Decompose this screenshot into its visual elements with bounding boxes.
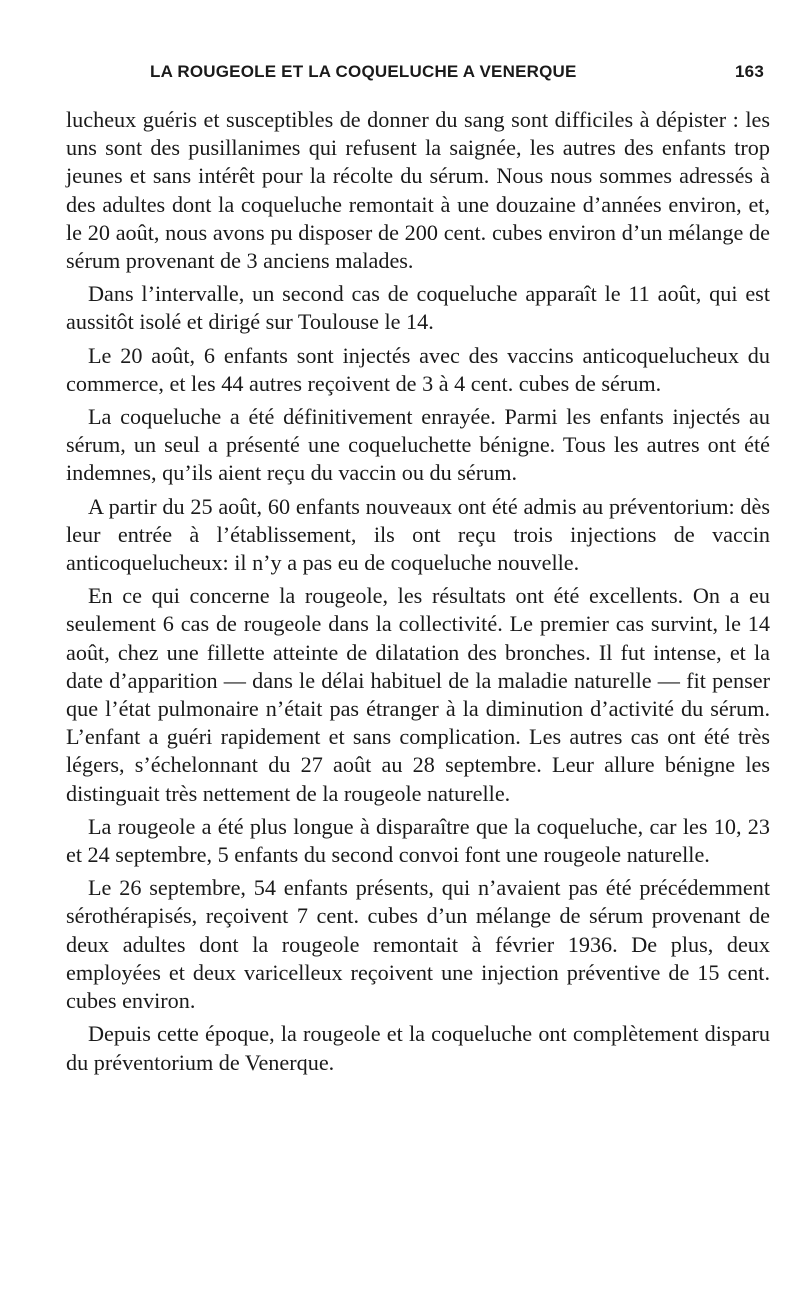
paragraph: A partir du 25 août, 60 enfants nouveaux ont été admis au préventorium: dès leur entrée à l’établissement, ils ont reçu trois injections de vaccin anticoquelucheux: il n’y a pas eu de coqueluche nouvelle.	[66, 493, 770, 576]
running-title: LA ROUGEOLE ET LA COQUELUCHE A VENERQUE	[150, 62, 577, 81]
paragraph: En ce qui concerne la rougeole, les résultats ont été excellents. On a eu seulement 6 cas de rougeole dans la collectivité. Le premier cas survint, le 14 août, chez une fillette atteinte de dilatation des bronches. Il fut intense, et la date d’apparition — dans le délai habituel de la maladie naturelle — fit penser que l’état pulmonaire n’était pas étranger à la diminution d’activité du sérum. L’enfant a guéri rapidement et sans complication. Les autres cas ont été très légers, s’échelonnant du 27 août au 28 septembre. Leur allure bénigne les distinguait très nettement de la rougeole naturelle.	[66, 583, 770, 806]
page-number: 163	[735, 62, 764, 81]
running-header	[66, 62, 770, 96]
body-text	[66, 106, 770, 1077]
paragraph: Dans l’intervalle, un second cas de coqueluche apparaît le 11 août, qui est aussitôt isolé et dirigé sur Toulouse le 14.	[66, 281, 770, 335]
paragraph: Le 26 septembre, 54 enfants présents, qui n’avaient pas été précédemment sérothérapisés, reçoivent 7 cent. cubes d’un mélange de sérum provenant de deux adultes dont la rougeole remontait à février 1936. De plus, deux employées et deux varicelleux reçoivent une injection préventive de 15 cent. cubes environ.	[66, 875, 770, 1014]
paragraph: La rougeole a été plus longue à disparaître que la coqueluche, car les 10, 23 et 24 septembre, 5 enfants du second convoi font une rougeole naturelle.	[66, 813, 770, 868]
book-page	[66, 62, 770, 1082]
paragraph: Depuis cette époque, la rougeole et la coqueluche ont complètement disparu du préventorium de Venerque.	[66, 1021, 770, 1075]
paragraph: La coqueluche a été définitivement enrayée. Parmi les enfants injectés au sérum, un seul a présenté une coqueluchette bénigne. Tous les autres ont été indemnes, qu’ils aient reçu du vaccin ou du sérum.	[66, 404, 770, 486]
paragraph: lucheux guéris et susceptibles de donner du sang sont difficiles à dépister : les uns sont des pusillanimes qui refusent la saignée, les autres des enfants trop jeunes et sans intérêt pour la récolte du sérum. Nous nous sommes adressés à des adultes dont la coqueluche remontait à une douzaine d’années environ, et, le 20 août, nous avons pu disposer de 200 cent. cubes environ d’un mélange de sérum provenant de 3 anciens malades.	[66, 107, 770, 274]
paragraph: Le 20 août, 6 enfants sont injectés avec des vaccins anticoquelucheux du commerce, et les 44 autres reçoivent de 3 à 4 cent. cubes de sérum.	[66, 342, 770, 396]
